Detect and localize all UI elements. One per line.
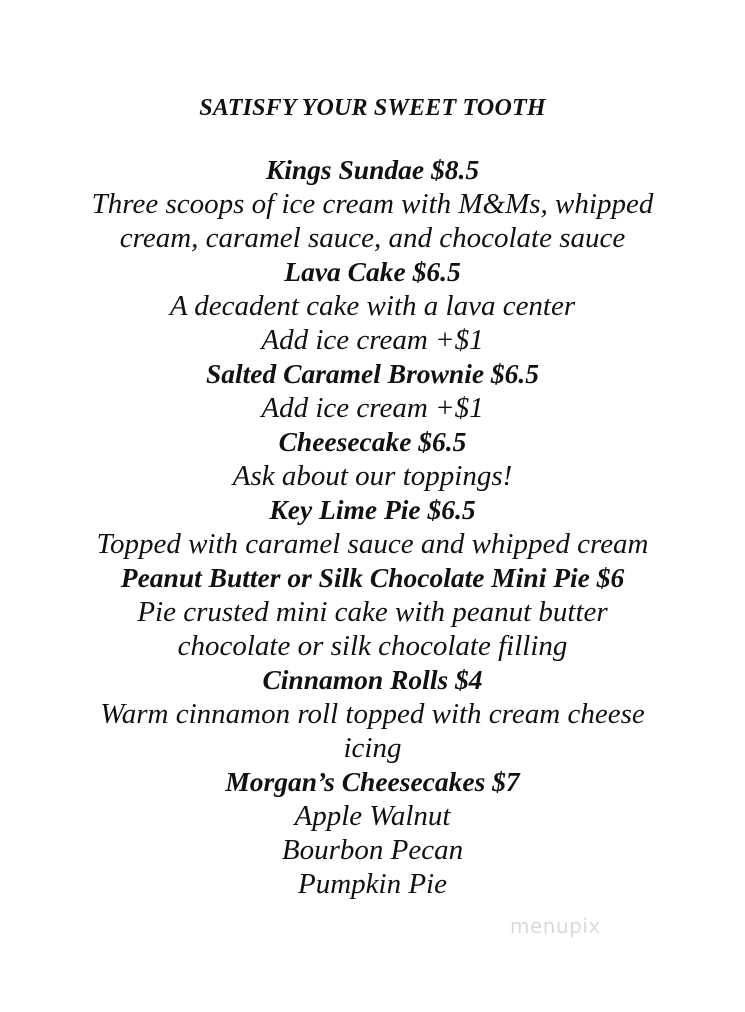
menu-item <box>0 561 745 663</box>
menu-item <box>0 663 745 765</box>
item-description: icing <box>343 732 402 764</box>
item-description: Pie crusted mini cake with peanut butter <box>137 596 608 628</box>
item-description: Three scoops of ice cream with M&Ms, whipped <box>91 188 654 220</box>
item-flavor: Apple Walnut <box>294 800 451 832</box>
menu-item <box>0 255 745 357</box>
item-title: Cheesecake $6.5 <box>278 426 467 457</box>
menu-item <box>0 765 745 901</box>
menu-item <box>0 425 745 493</box>
item-description: A decadent cake with a lava center <box>169 290 576 322</box>
item-flavor: Bourbon Pecan <box>281 834 464 866</box>
item-title: Peanut Butter or Silk Chocolate Mini Pie $6 <box>120 562 625 593</box>
menu-item <box>0 153 745 255</box>
item-flavor: Pumpkin Pie <box>298 868 447 900</box>
item-title: Cinnamon Rolls $4 <box>262 664 483 695</box>
item-description: Add ice cream +$1 <box>261 392 484 424</box>
dessert-list <box>0 153 745 901</box>
menu-item <box>0 357 745 425</box>
item-title: Kings Sundae $8.5 <box>265 154 480 185</box>
menu-item <box>0 493 745 561</box>
item-title: Key Lime Pie $6.5 <box>269 494 476 525</box>
item-description: Topped with caramel sauce and whipped cream <box>96 528 649 560</box>
item-description: Ask about our toppings! <box>232 460 513 492</box>
item-title: Morgan’s Cheesecakes $7 <box>225 766 520 797</box>
item-description: chocolate or silk chocolate filling <box>177 630 568 662</box>
item-description: cream, caramel sauce, and chocolate sauce <box>119 222 626 254</box>
item-title: Lava Cake $6.5 <box>284 256 461 287</box>
menu-heading: SATISFY YOUR SWEET TOOTH <box>199 95 546 121</box>
watermark-logo: menupix <box>510 914 601 938</box>
item-description: Add ice cream +$1 <box>261 324 484 356</box>
item-description: Warm cinnamon roll topped with cream cheese <box>100 698 645 730</box>
item-title: Salted Caramel Brownie $6.5 <box>205 358 540 389</box>
